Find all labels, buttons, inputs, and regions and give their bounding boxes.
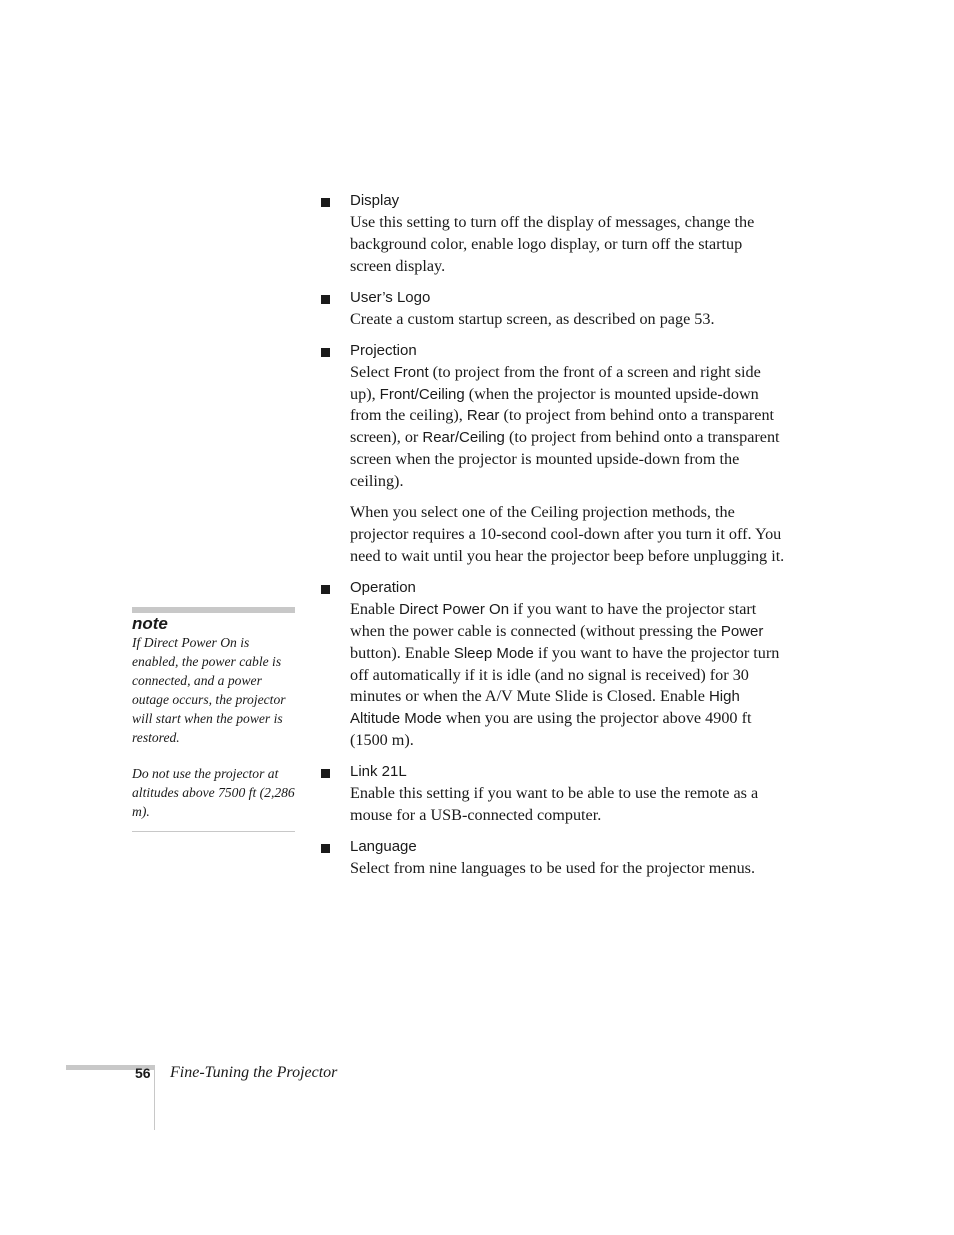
list-item-users-logo — [321, 287, 786, 331]
setting-name: Front/Ceiling — [379, 385, 465, 403]
setting-name: High Altitude Mode — [350, 688, 740, 728]
item-description: Use this setting to turn off the display of messages, change the background color, enable logo display, or turn off the startup screen display. — [350, 213, 755, 275]
item-description: Select from nine languages to be used for the projector menus. — [350, 858, 756, 877]
setting-name: Rear/Ceiling — [422, 429, 505, 447]
setting-name: Direct Power On — [399, 600, 510, 618]
list-item-language — [321, 836, 786, 880]
note-top-bar — [132, 607, 295, 613]
note-sidebar — [132, 607, 295, 832]
list-item-link-21l — [321, 761, 786, 827]
bullet-square-icon — [321, 769, 330, 778]
setting-name: Power — [720, 622, 764, 640]
item-term: Display — [350, 192, 400, 209]
setting-name: Rear — [466, 407, 500, 425]
text-run: (when the projector is mounted upside-down from the ceiling), — [350, 384, 759, 425]
item-term: Language — [350, 837, 417, 855]
setting-name: Front — [393, 363, 429, 381]
setting-name: Sleep Mode — [453, 644, 534, 662]
item-term: User’s Logo — [350, 288, 431, 306]
bullet-square-icon — [321, 348, 330, 357]
text-run: (to project from behind onto a transparent screen), or — [350, 406, 775, 447]
running-title: Fine-Tuning the Projector — [170, 1064, 338, 1081]
item-term: Projection — [350, 341, 417, 359]
item-description: Enable this setting if you want to be able to use the remote as a mouse for a USB-connected computer. — [350, 784, 759, 825]
text-run: Select — [350, 362, 394, 381]
text-run: button). Enable — [350, 643, 454, 662]
note-bottom-rule — [132, 831, 295, 832]
text-run: if you want to have the projector start when the power cable is connected (without pressing the — [350, 599, 757, 640]
item-term: Operation — [350, 578, 416, 596]
main-content — [321, 190, 786, 880]
item-description: Create a custom startup screen, as described on page 53. — [350, 309, 715, 328]
item-term: Link 21L — [350, 763, 407, 781]
text-run: (to project from behind onto a transparent screen when the projector is mounted upside-down from the ceiling). — [350, 428, 780, 491]
footer-divider — [154, 1065, 155, 1130]
note-heading: note — [132, 614, 168, 633]
item-description — [350, 362, 786, 493]
bullet-square-icon — [321, 295, 330, 304]
bullet-square-icon — [321, 198, 330, 207]
note-paragraph: If Direct Power On is enabled, the power cable is connected, and a power outage occurs, the projector will start when the power is restored. — [132, 635, 286, 745]
text-run: when you are using the projector above 4900 ft (1500 m). — [350, 709, 752, 750]
text-run: Enable — [350, 599, 399, 618]
list-item-projection — [321, 340, 786, 568]
text-run: if you want to have the projector turn off automatically if it is idle (and no signal is received) for 30 minutes or when the A/V Mute Slide is Closed. Enable — [350, 643, 780, 706]
page-number: 56 — [135, 1065, 151, 1081]
item-description — [350, 599, 786, 752]
note-paragraph: Do not use the projector at altitudes above 7500 ft (2,286 m). — [132, 766, 295, 820]
list-item-display — [321, 190, 786, 278]
list-item-operation — [321, 577, 786, 752]
bullet-square-icon — [321, 585, 330, 594]
bullet-square-icon — [321, 844, 330, 853]
item-description-continued: When you select one of the Ceiling projection methods, the projector requires a 10-second cool-down after you turn it off. You need to wait until you hear the projector beep before unplugging it. — [350, 503, 785, 565]
text-run: (to project from the front of a screen and right side up), — [350, 362, 761, 403]
